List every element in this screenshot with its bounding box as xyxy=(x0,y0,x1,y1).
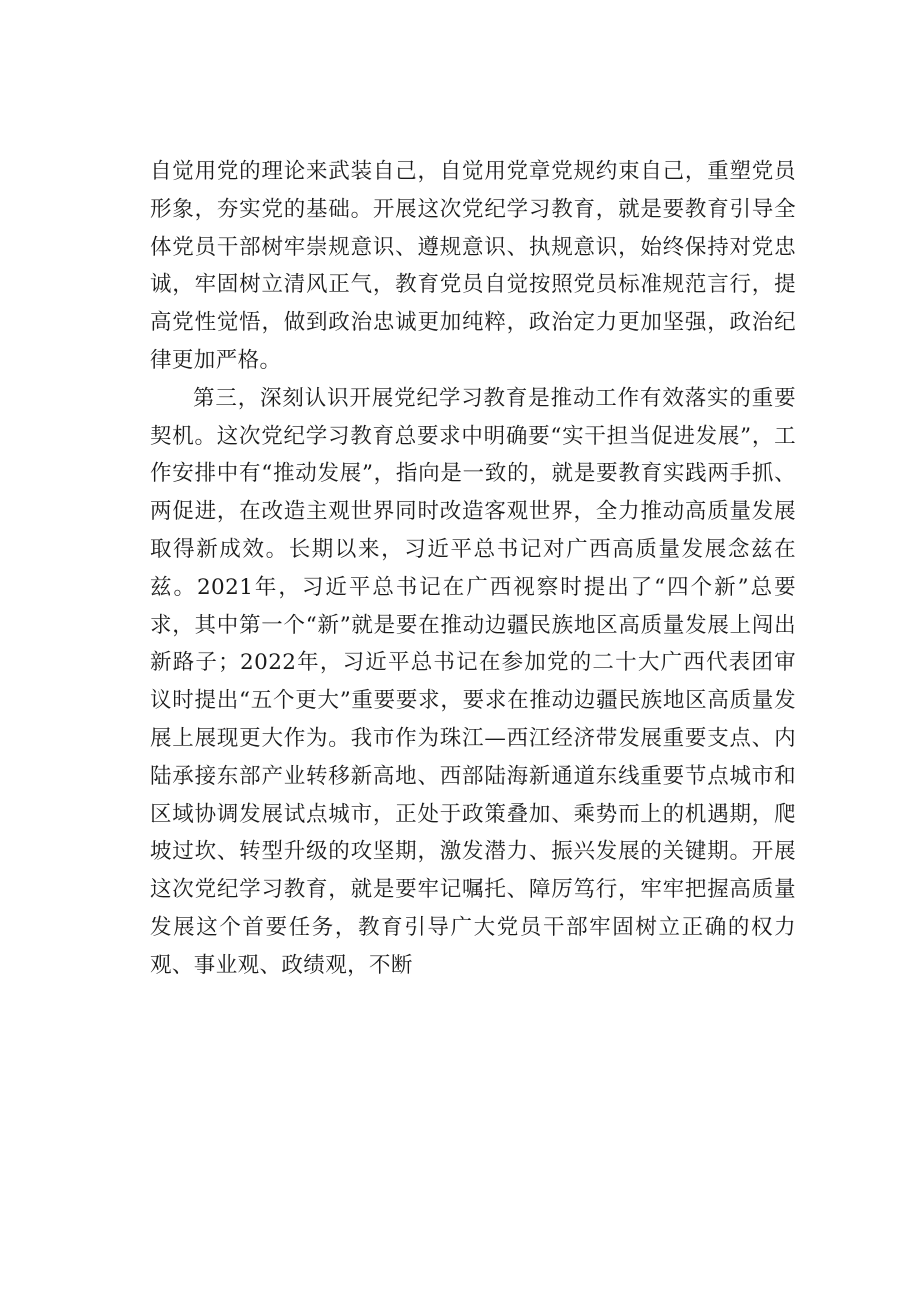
document-body xyxy=(150,153,796,985)
paragraph-third-point: 第三，深刻认识开展党纪学习教育是推动工作有效落实的重要契机。这次党纪学习教育总要求中明确要“实干担当促进发展”，工作安排中有“推动发展”，指向是一致的，就是要教育实践两手抓、两促进，在改造主观世界同时改造客观世界，全力推动高质量发展取得新成效。长期以来，习近平总书记对广西高质量发展念兹在兹。2021年，习近平总书记在广西视察时提出了“四个新”总要求，其中第一个“新”就是要在推动边疆民族地区高质量发展上闯出新路子；2022年，习近平总书记在参加党的二十大广西代表团审议时提出“五个更大”重要要求，要求在推动边疆民族地区高质量发展上展现更大作为。我市作为珠江—西江经济带发展重要支点、内陆承接东部产业转移新高地、西部陆海新通道东线重要节点城市和区域协调发展试点城市，正处于政策叠加、乘势而上的机遇期，爬坡过坎、转型升级的攻坚期，激发潜力、振兴发展的关键期。开展这次党纪学习教育，就是要牢记嘱托、障厉笃行，牢牢把握高质量发展这个首要任务，教育引导广大党员干部牢固树立正确的权力观、事业观、政绩观，不断 xyxy=(150,385,796,978)
paragraph-continuation: 自觉用党的理论来武装自己，自觉用党章党规约束自己，重塑党员形象，夯实党的基础。开展这次党纪学习教育，就是要教育引导全体党员干部树牢崇规意识、遵规意识、执规意识，始终保持对党忠诚，牢固树立清风正气，教育党员自觉按照党员标准规范言行，提高党性觉悟，做到政治忠诚更加纯粹，政治定力更加坚强，政治纪律更加严格。 xyxy=(150,159,796,373)
